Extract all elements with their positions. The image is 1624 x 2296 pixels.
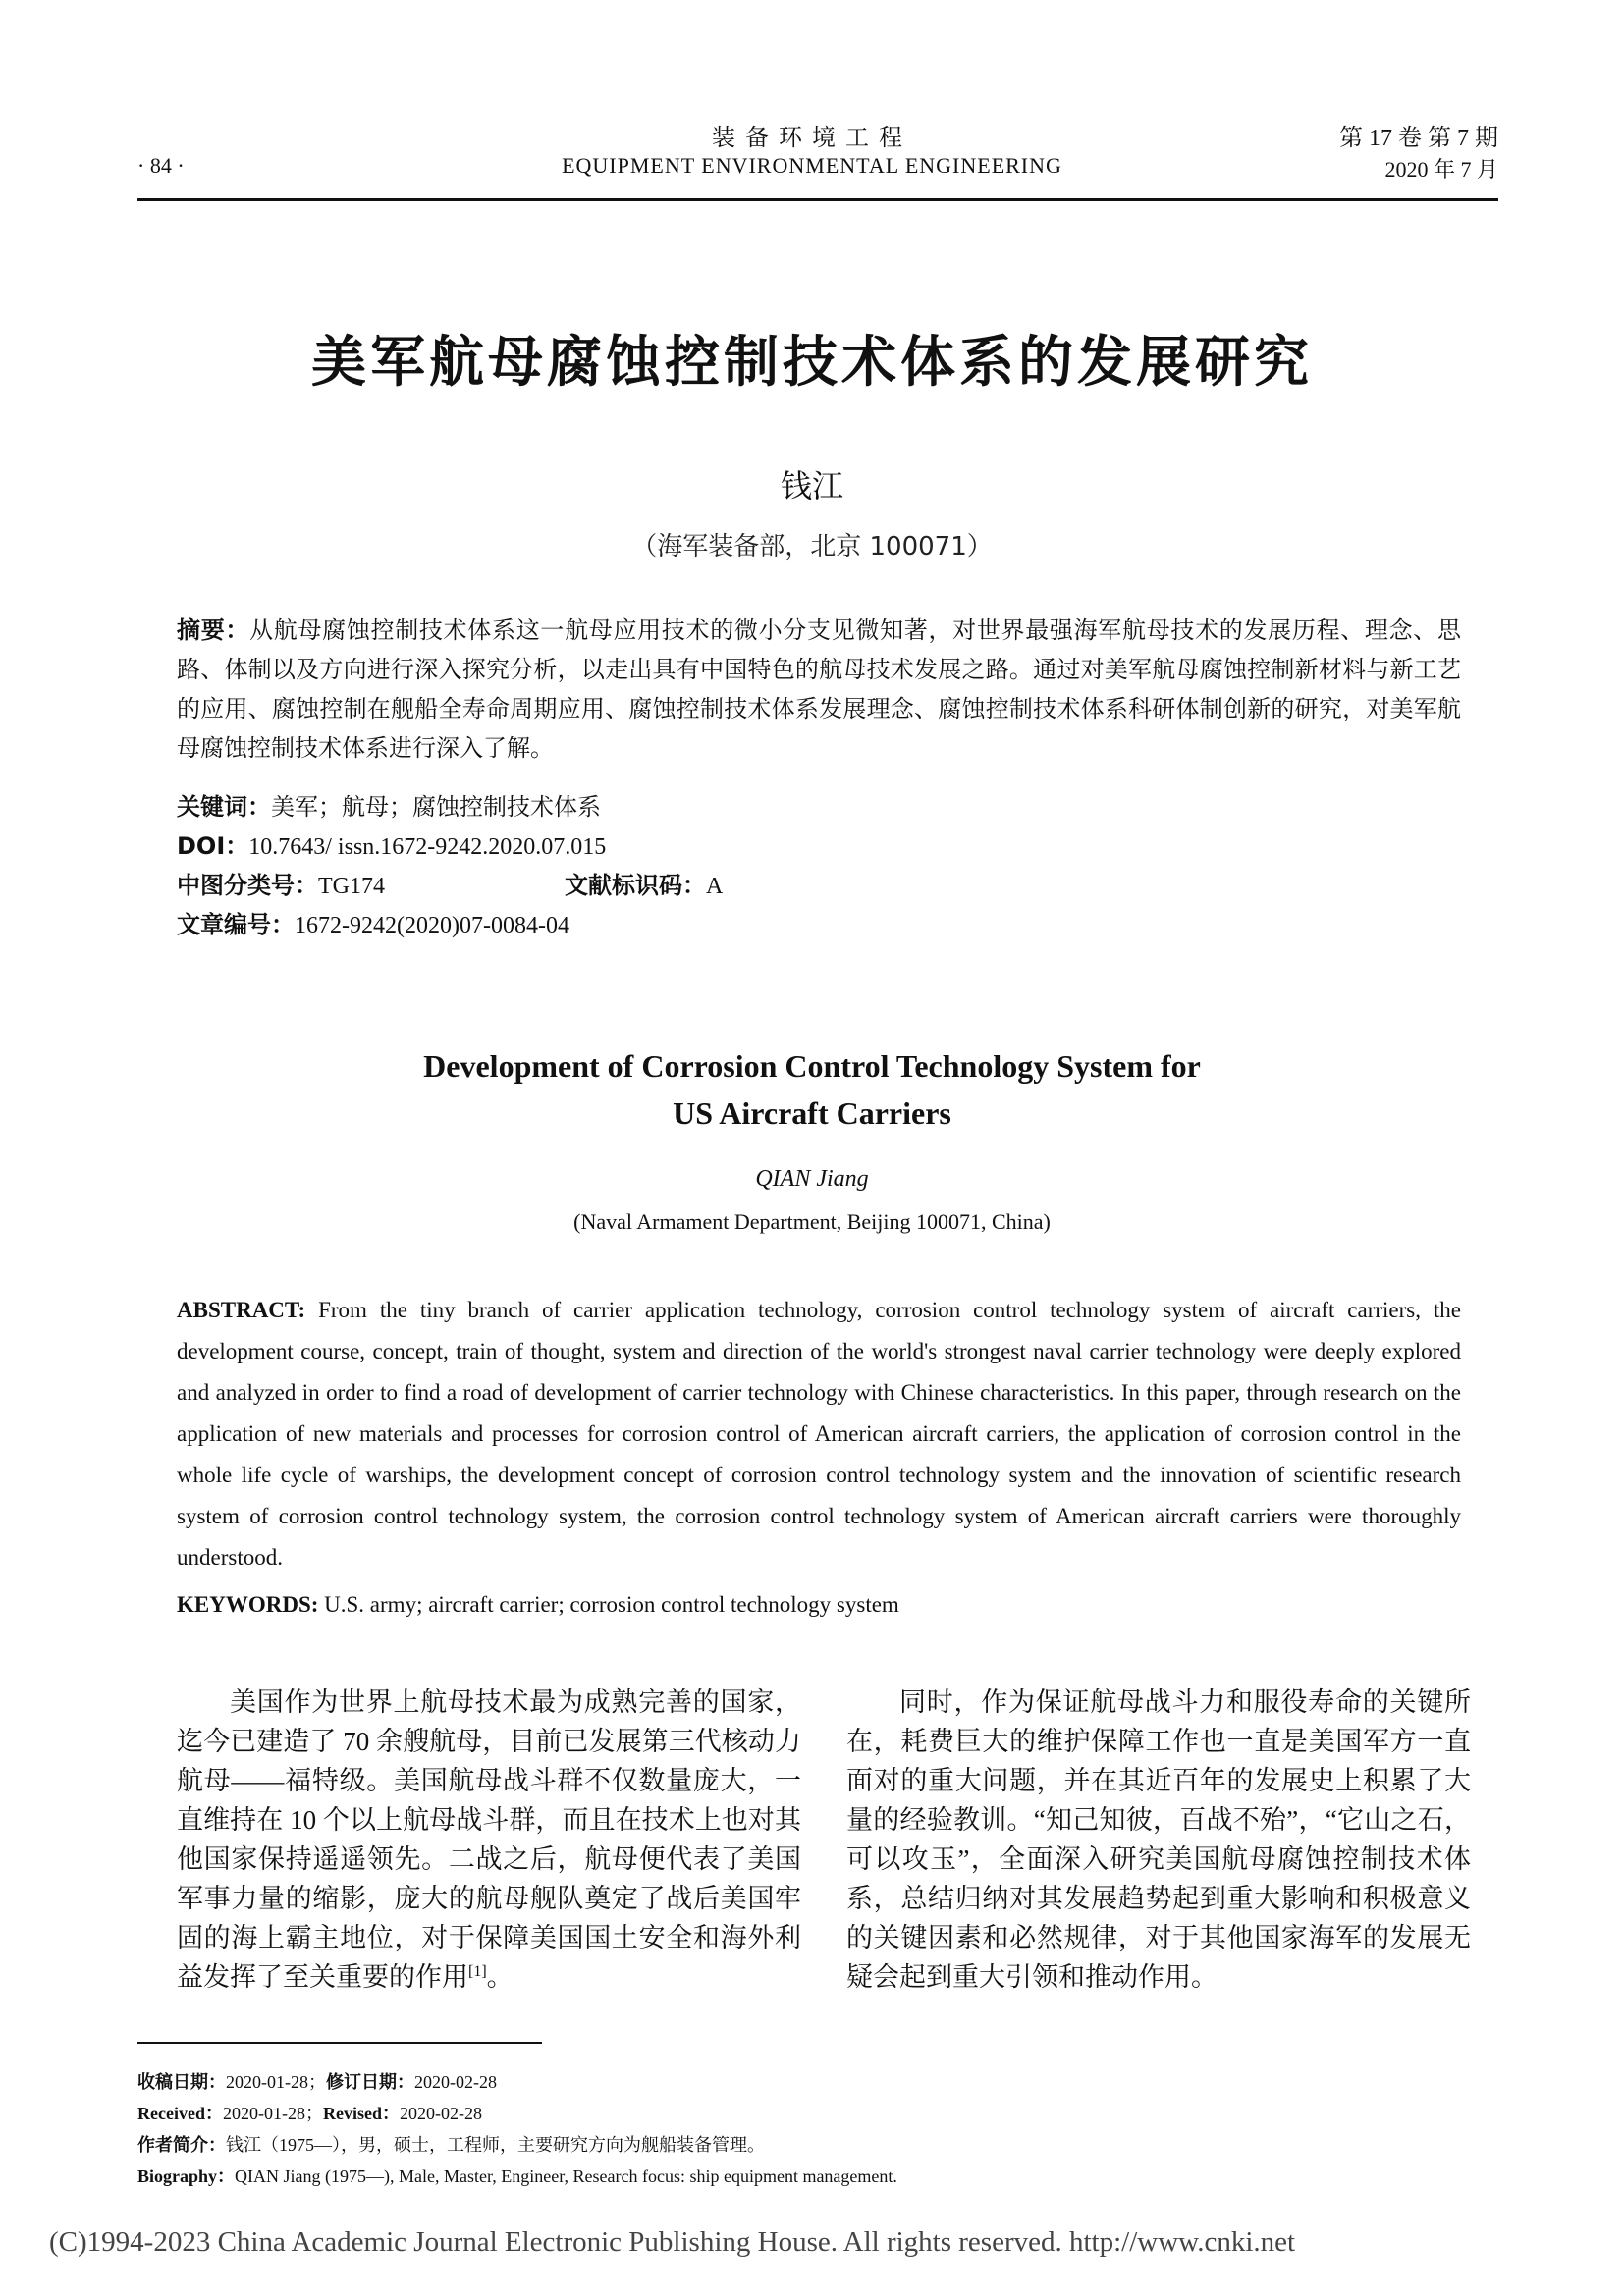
received-cn-label: 收稿日期： [137, 2072, 226, 2093]
keywords-en-text: U.S. army; aircraft carrier; corrosion control technology system [318, 1592, 899, 1617]
keywords-en [177, 1584, 1461, 1626]
abstract-cn-label: 摘要： [177, 616, 250, 644]
body-column-right: 同时，作为保证航母战斗力和服役寿命的关键所在，耗费巨大的维护保障工作也一直是美国军方一直面对的重大问题，并在其近百年的发展史上积累了大量的经验教训。“知己知彼，百战不殆”，“它山之石，可以攻玉”，全面深入研究美国航母腐蚀控制技术体系，总结归纳对其发展趋势起到重大影响和积极意义的关键因素和必然规律，对于其他国家海军的发展无疑会起到重大引领和推动作用。 [846, 1687, 1471, 1992]
abstract-en-text: From the tiny branch of carrier application technology, corrosion control technology system of aircraft carriers, the development course, concept, train of thought, system and direction of the world's strongest naval carrier technology were deeply explored and analyzed in order to find a road of development of carrier technology with Chinese characteristics. In this paper, through research on the application of new materials and processes for corrosion control of American aircraft carriers, the application of corrosion control in the whole life cycle of warships, the development concept of corrosion control technology system and the innovation of scientific research system of corrosion control technology system, the corrosion control technology system of American aircraft carriers were thoroughly understood. [177, 1298, 1461, 1570]
abstract-en [177, 1290, 1461, 1578]
article-number-value: 1672-9242(2020)07-0084-04 [295, 913, 569, 938]
bio-en-text: QIAN Jiang (1975—), Male, Master, Engineer, Research focus: ship equipment management. [235, 2166, 897, 2186]
doi-label: DOI： [177, 832, 249, 860]
affiliation-cn: （海军装备部，北京 100071） [631, 532, 993, 561]
abstract-cn-text: 从航母腐蚀控制技术体系这一航母应用技术的微小分支见微知著，对世界最强海军航母技术的发展历程、理念、思路、体制以及方向进行深入探究分析，以走出具有中国特色的航母技术发展之路。通过对美军航母腐蚀控制新材料与新工艺的应用、腐蚀控制在舰船全寿命周期应用、腐蚀控制技术体系发展理念、腐蚀控制技术体系科研体制创新的研究，对美军航母腐蚀控制技术体系进行深入了解。 [177, 618, 1461, 762]
footnote-bio-cn [137, 2130, 765, 2161]
author-cn: 钱江 [780, 467, 843, 505]
classification-line [177, 866, 385, 906]
header-rule [137, 198, 1498, 201]
journal-name-cn: 装备环境工程 [712, 124, 912, 151]
abstract-cn [177, 611, 1461, 769]
body-left-text: 美国作为世界上航母技术最为成熟完善的国家，迄今已建造了 70 余艘航母，目前已发展第三代核动力航母——福特级。美国航母战斗群不仅数量庞大，一直维持在 10 个以上航母战斗群，而且在技术上也对其他国家保持遥遥领先。二战之后，航母便代表了美国军事力量的缩影，庞大的航母舰队奠定了战后美国牢固的海上霸主地位，对于保障美国国土安全和海外利益发挥了至关重要的作用 [177, 1687, 801, 1992]
revised-cn-value: 2020-02-28 [414, 2072, 497, 2092]
body-column-left [177, 1682, 801, 1997]
doi-link[interactable]: 10.7643/ issn.1672-9242.2020.07.015 [248, 834, 607, 860]
received-cn-value: 2020-01-28； [226, 2072, 326, 2092]
footnote-bio-en [137, 2162, 897, 2191]
copyright-notice: (C)1994-2023 China Academic Journal Electronic Publishing House. All rights reserved. http://www.cnki.net [49, 2226, 1296, 2258]
doi-line [177, 827, 606, 867]
footnote-dates-cn [137, 2067, 497, 2098]
revised-cn-label: 修订日期： [326, 2072, 414, 2093]
doc-code-value: A [706, 874, 724, 899]
citation-ref[interactable]: [1] [468, 1963, 487, 1980]
abstract-en-label: ABSTRACT: [177, 1298, 306, 1322]
author-en: QIAN Jiang [755, 1166, 869, 1192]
keywords-cn-text: 美军；航母；腐蚀控制技术体系 [271, 795, 601, 821]
keywords-cn-label: 关键词： [177, 793, 271, 821]
footnote-dates-en [137, 2099, 482, 2128]
issue-date: 2020 年 7 月 [1384, 157, 1498, 182]
doc-code-line [565, 866, 723, 906]
classification-value: TG174 [318, 874, 385, 899]
revised-en-value: 2020-02-28 [399, 2104, 482, 2123]
journal-name-en: EQUIPMENT ENVIRONMENTAL ENGINEERING [562, 153, 1062, 178]
keywords-cn [177, 787, 601, 828]
classification-label: 中图分类号： [177, 872, 318, 899]
article-number-label: 文章编号： [177, 911, 295, 938]
received-en-value: 2020-01-28； [222, 2104, 323, 2123]
paper-title-en [0, 1042, 1624, 1137]
article-number-line [177, 905, 569, 945]
footnote-rule [137, 2042, 542, 2044]
keywords-en-label: KEYWORDS: [177, 1592, 319, 1617]
bio-cn-text: 钱江（1975—），男，硕士，工程师，主要研究方向为舰船装备管理。 [226, 2135, 765, 2155]
volume-issue: 第 17 卷 第 7 期 [1339, 126, 1498, 151]
paper-title-cn: 美军航母腐蚀控制技术体系的发展研究 [311, 331, 1313, 395]
page-number: · 84 · [137, 153, 185, 178]
received-en-label: Received： [137, 2104, 223, 2123]
bio-cn-label: 作者简介： [137, 2135, 226, 2156]
revised-en-label: Revised： [322, 2104, 400, 2123]
doc-code-label: 文献标识码： [565, 872, 706, 899]
paper-title-en-line2: US Aircraft Carriers [673, 1095, 951, 1131]
affiliation-en: (Naval Armament Department, Beijing 100071, China) [573, 1209, 1051, 1234]
body-left-end: 。 [486, 1962, 514, 1992]
bio-en-label: Biography： [137, 2166, 236, 2186]
paper-title-en-line1: Development of Corrosion Control Technology System for [423, 1048, 1201, 1084]
